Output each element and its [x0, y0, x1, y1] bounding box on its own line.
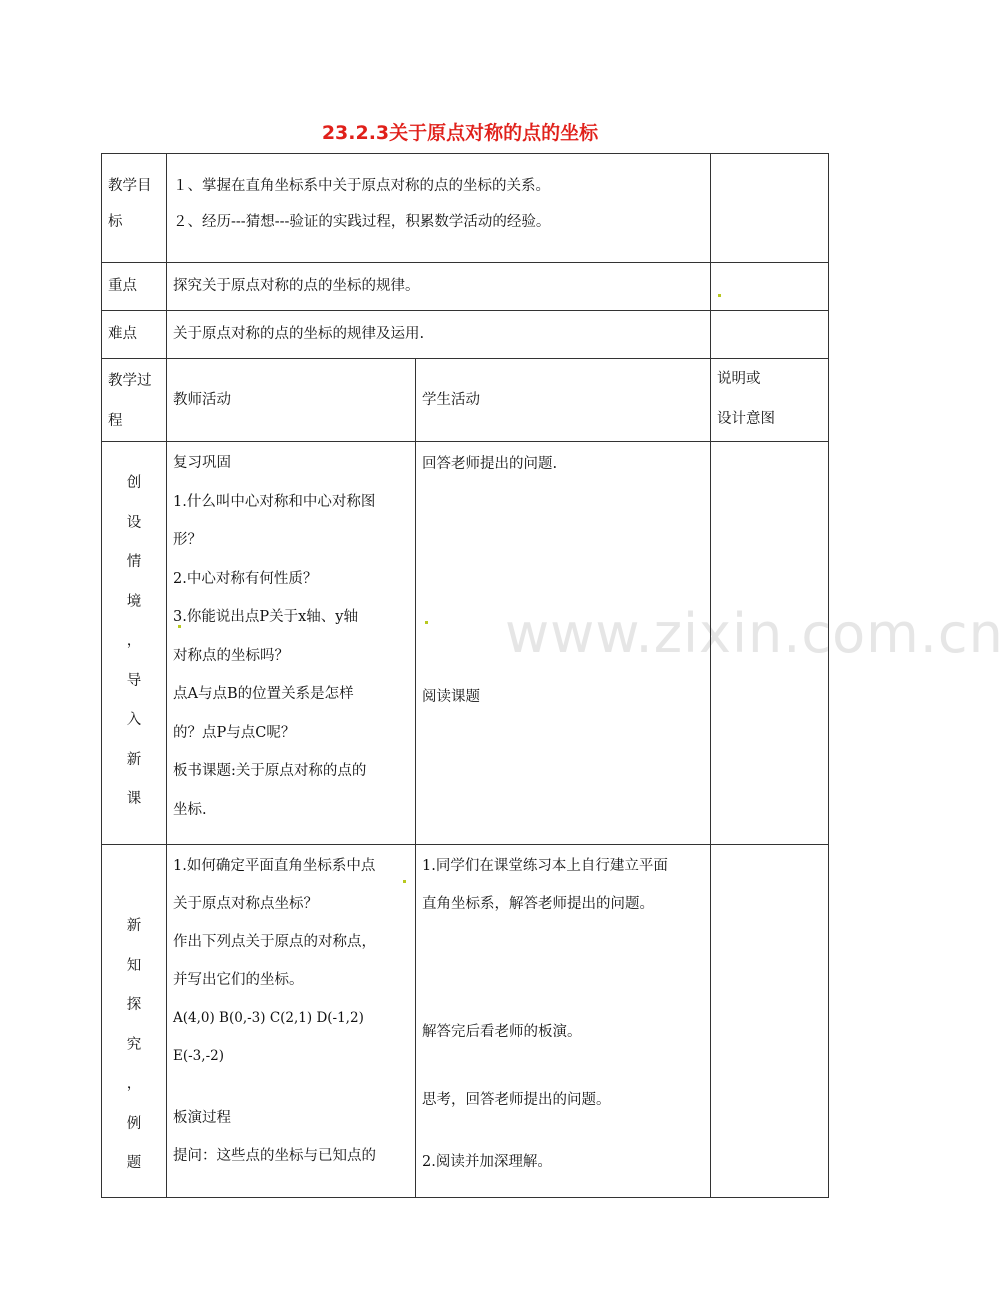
student-line: 思考，回答老师提出的问题。 [422, 1092, 611, 1108]
difficulty-label: 难点 [102, 311, 167, 359]
stage-char: ， [126, 1076, 142, 1092]
watermark: www.zixin.com.cn [505, 602, 1004, 665]
goals-label-line: 教学目 [108, 178, 152, 194]
key-point-row [102, 263, 829, 311]
process-label-line: 程 [108, 413, 123, 429]
stage-char: 导 [126, 672, 142, 689]
teacher-activity-header: 教师活动 [167, 359, 416, 442]
key-point-text: 探究关于原点对称的点的坐标的规律。 [167, 263, 711, 311]
goals-note [711, 154, 829, 263]
student-line: 1.同学们在课堂练习本上自行建立平面 [422, 858, 668, 874]
teacher-line: 的？点P与点C呢？ [173, 724, 296, 741]
speck-mark [425, 621, 428, 624]
note-header-line: 说明或 [717, 371, 761, 387]
speck-mark [178, 625, 181, 628]
lesson-plan-table [101, 153, 829, 1198]
goals-row [102, 154, 829, 263]
teacher-line: 并写出它们的坐标。 [173, 972, 304, 988]
difficulty-text: 关于原点对称的点的坐标的规律及运用. [167, 311, 711, 359]
intro-note [711, 442, 829, 845]
note-header-line: 设计意图 [717, 411, 775, 427]
process-label [102, 359, 167, 442]
note-header [711, 359, 829, 442]
speck-mark [718, 294, 721, 297]
student-line: 回答老师提出的问题. [422, 456, 558, 472]
teacher-line: 对称点的坐标吗？ [173, 647, 289, 664]
intro-student-activity [416, 442, 711, 845]
teacher-line: 1.如何确定平面直角坐标系中点 [173, 858, 376, 874]
student-line: 2.阅读并加深理解。 [422, 1154, 552, 1170]
process-header-row [102, 359, 829, 442]
student-line: 直角坐标系，解答老师提出的问题。 [422, 896, 654, 912]
teacher-line: 坐标. [173, 801, 207, 818]
teacher-line: 2.中心对称有何性质？ [173, 570, 318, 587]
stage-char: 题 [126, 1155, 142, 1171]
teacher-line: 板演过程 [173, 1110, 231, 1126]
stage-char: 入 [126, 712, 142, 728]
teacher-line: 复习巩固 [173, 455, 231, 471]
goals-label [102, 154, 167, 263]
speck-mark [403, 880, 406, 883]
goals-content [167, 154, 711, 263]
student-line: 解答完后看老师的板演。 [422, 1024, 582, 1040]
intro-teacher-activity [167, 442, 416, 845]
key-point-label: 重点 [102, 263, 167, 311]
goal-item: １、掌握在直角坐标系中关于原点对称的点的坐标的关系。 [173, 178, 550, 194]
explore-row [102, 845, 829, 1198]
stage-char: 例 [126, 1115, 142, 1132]
difficulty-row [102, 311, 829, 359]
teacher-line: 板书课题:关于原点对称的点的 [173, 763, 367, 779]
stage-char: 境 [126, 593, 142, 610]
stage-char: 情 [126, 554, 142, 570]
stage-char: 新 [126, 751, 142, 768]
stage-char: 新 [126, 918, 142, 934]
student-activity-header: 学生活动 [416, 359, 711, 442]
teacher-line: 作出下列点关于原点的对称点， [173, 934, 376, 950]
explore-teacher-activity [167, 845, 416, 1198]
explore-student-activity [416, 845, 711, 1198]
teacher-line: E(-3,-2) [173, 1048, 224, 1064]
explore-stage-label [102, 845, 167, 1198]
stage-char: 设 [126, 514, 142, 531]
teacher-line: 3.你能说出点P关于x轴、y轴 [173, 609, 358, 625]
process-label-line: 教学过 [108, 373, 152, 389]
stage-char: 课 [126, 791, 142, 807]
intro-row [102, 442, 829, 845]
difficulty-note [711, 311, 829, 359]
stage-char: 知 [126, 957, 142, 974]
goal-item: ２、经历---猜想---验证的实践过程，积累数学活动的经验。 [173, 214, 551, 230]
key-point-note [711, 263, 829, 311]
explore-note [711, 845, 829, 1198]
stage-char: 究 [126, 1036, 142, 1053]
teacher-line: A(4,0) B(0,-3) C(2,1) D(-1,2) [173, 1010, 364, 1026]
stage-char: 创 [126, 475, 142, 491]
stage-char: ， [126, 633, 142, 649]
page-title: 23.2.3关于原点对称的点的坐标 [321, 122, 599, 144]
teacher-line: 点A与点B的位置关系是怎样 [173, 686, 354, 702]
student-line: 阅读课题 [422, 689, 480, 705]
goals-label-line: 标 [108, 214, 123, 230]
teacher-line: 提问：这些点的坐标与已知点的 [173, 1148, 376, 1164]
intro-stage-label [102, 442, 167, 845]
stage-char: 探 [126, 997, 142, 1013]
teacher-line: 形？ [173, 532, 202, 548]
teacher-line: 关于原点对称点坐标？ [173, 896, 318, 912]
teacher-line: 1.什么叫中心对称和中心对称图 [173, 493, 376, 510]
